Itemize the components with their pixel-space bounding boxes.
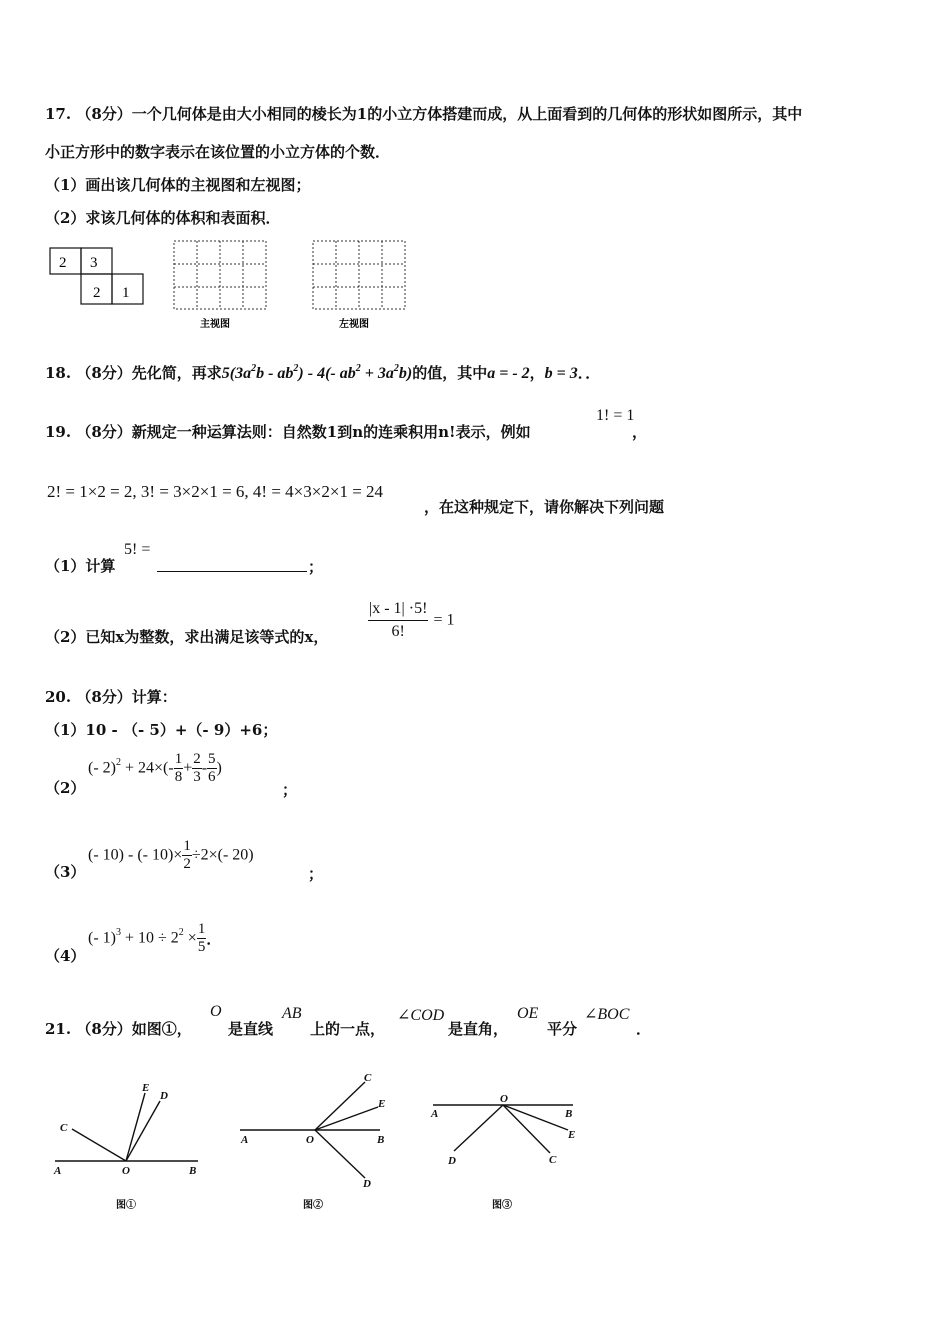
q19-sub2-equation <box>368 598 455 643</box>
fig1-label-c: C <box>60 1122 68 1134</box>
q21-angle-cod: ∠COD <box>397 1007 445 1024</box>
fig3-diagram <box>433 1105 576 1153</box>
fig2-label-b: B <box>377 1134 385 1146</box>
q19-sub2-denominator: 6! <box>391 623 405 640</box>
left-view-grid <box>313 241 405 309</box>
q20-part2-label: （2） <box>45 779 86 797</box>
q20-part3-end: ； <box>308 865 324 883</box>
q19-sub1-expr: 5! = <box>124 541 151 558</box>
q21-text1: 是直线 <box>228 1020 274 1038</box>
top-view-cell-1: 2 <box>59 255 67 271</box>
q19-sub2-numerator: |x - 1| ·5! <box>368 598 428 621</box>
q21-end: ． <box>636 1020 652 1038</box>
front-view-grid <box>174 241 266 309</box>
q21-text2: 上的一点， <box>310 1020 386 1038</box>
q20-part3-label: （3） <box>45 863 86 881</box>
fig3-label-a: A <box>431 1108 439 1120</box>
q19-formula-suffix: ，在这种规定下，请你解决下列问题 <box>424 498 665 516</box>
q20-part3-expr: (- 10) - (- 10)× $\frac{1}{2}$ ÷2×(- 20) <box>88 838 254 872</box>
q19-sub1-answer-blank[interactable] <box>157 555 307 574</box>
fig2-label-d: D <box>363 1178 371 1190</box>
fig2-label-e: E <box>378 1098 386 1110</box>
q19-comma: ， <box>632 423 648 441</box>
q20-part4-label: （4） <box>45 947 86 965</box>
left-view-caption: 左视图 <box>339 319 369 330</box>
fig2-label-o: O <box>306 1134 314 1146</box>
q21-ray-oe: OE <box>517 1005 539 1022</box>
q18-middle: 的值，其中 <box>412 364 488 382</box>
q21-angle-boc: ∠BOC <box>584 1006 630 1023</box>
fig3-caption: 图③ <box>492 1200 512 1211</box>
q18-expr: $5(3a^2b - ab^2) - 4(-$ $ab^2 + 3a^2b$) <box>221 363 413 382</box>
q18-b-value: b = 3 <box>544 365 578 382</box>
q21-point-o: O <box>210 1003 222 1020</box>
top-view-cell-2: 3 <box>90 255 98 271</box>
fig1-caption: 图① <box>116 1200 136 1211</box>
q20-title: 20. （8分）计算： <box>45 688 177 706</box>
q19-sub2-label: （2）已知x为整数，求出满足该等式的x， <box>45 628 329 646</box>
fig1-label-b: B <box>189 1165 197 1177</box>
q21-line-ab: AB <box>282 1005 302 1022</box>
q18-end: ．． <box>577 364 601 382</box>
q19-prefix: 19. （8分）新规定一种运算法则：自然数1到n的连乘积用n!表示，例如 <box>45 423 531 441</box>
fig1-label-d: D <box>160 1090 168 1102</box>
q21-text3: 是直角， <box>448 1020 509 1038</box>
q18-line <box>45 355 600 388</box>
fig3-label-e: E <box>568 1129 576 1141</box>
q19-example: 1! = 1 <box>596 407 635 424</box>
top-view-cell-4: 1 <box>122 285 130 301</box>
q21-text4: 平分 <box>547 1020 578 1038</box>
fig1-label-o: O <box>122 1165 130 1177</box>
fig3-label-c: C <box>549 1154 557 1166</box>
fig3-label-d: D <box>448 1155 456 1167</box>
q17-sub1: （1）画出该几何体的主视图和左视图； <box>45 176 311 194</box>
q18-a-value: a = - 2 <box>487 365 530 382</box>
fig3-label-b: B <box>565 1108 573 1120</box>
q17-line2: 小正方形中的数字表示在该位置的小立方体的个数． <box>45 143 391 161</box>
fig1-label-a: A <box>54 1165 62 1177</box>
q20-part1: （1）10 - （- 5）+（- 9）+6； <box>45 721 278 739</box>
q17-figures <box>45 240 425 335</box>
q20-part2-end: ； <box>282 781 298 799</box>
fig1-label-e: E <box>142 1082 150 1094</box>
q19-sub2-fraction <box>368 598 428 643</box>
q17-line1: 17. （8分）一个几何体是由大小相同的棱长为1的小立方体搭建而成，从上面看到的几何体的形状如图所示，其中 <box>45 105 803 123</box>
fig2-label-c: C <box>364 1072 372 1084</box>
q19-sub1-label: （1）计算 <box>45 557 116 575</box>
q18-prefix: 18. （8分）先化简，再求 <box>45 364 222 382</box>
q20-part2-expr: (- 2)$^2$ + 24×(- $\frac{1}{8}$ + $\frac{2}{3}$ - $\frac{5}{6}$ ) <box>88 751 222 785</box>
q19-sub2-rhs: = 1 <box>433 611 455 629</box>
fig1-diagram <box>55 1093 198 1161</box>
q21-prefix: 21. （8分）如图①， <box>45 1020 192 1038</box>
fig2-diagram <box>240 1082 380 1178</box>
front-view-caption: 主视图 <box>200 319 230 330</box>
q19-formula: 2! = 1×2 = 2, 3! = 3×2×1 = 6, 4! = 4×3×2×1 = 24 <box>47 482 384 501</box>
fig2-label-a: A <box>241 1134 249 1146</box>
q17-sub2: （2）求该几何体的体积和表面积． <box>45 209 281 227</box>
q18-comma: ， <box>529 364 545 382</box>
q19-sub1-end: ； <box>308 558 324 576</box>
top-view-cell-3: 2 <box>93 285 101 301</box>
q20-part4-expr: (- $1)^3 + 10 \div 2^2$ × $\frac{1}{5}$ ． <box>88 921 222 955</box>
fig2-caption: 图② <box>303 1200 323 1211</box>
q21-figures <box>40 1065 600 1220</box>
fig3-label-o: O <box>500 1093 508 1105</box>
